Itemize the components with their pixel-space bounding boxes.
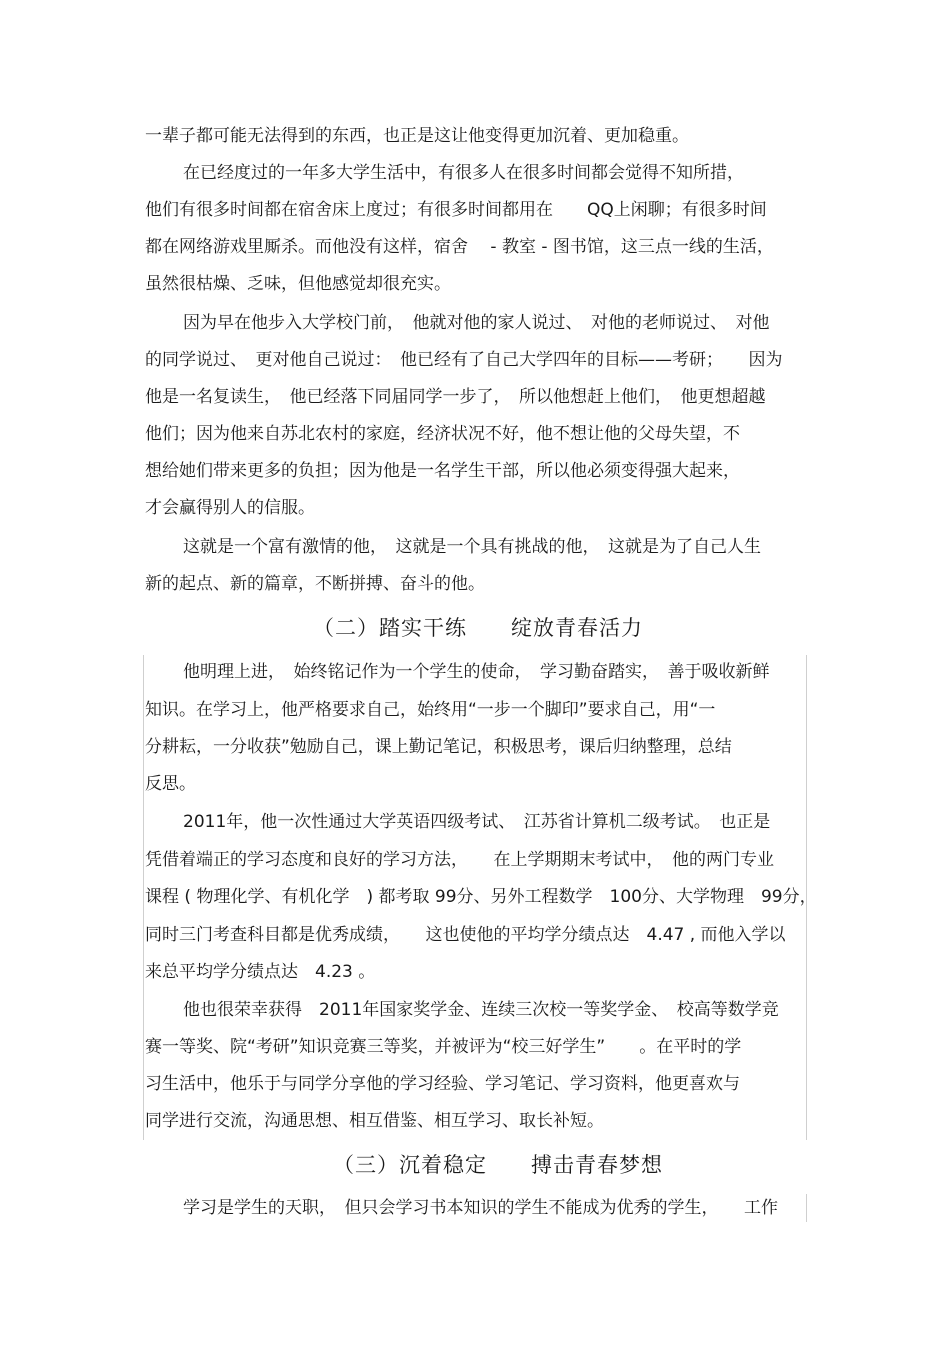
paragraph-line: 才会赢得别人的信服。 [145,498,315,518]
paragraph-line: 的同学说过、 更对他自己说过： 他已经有了自己大学四年的目标——考研； 因为 [145,350,783,370]
paragraph-line: 因为早在他步入大学校门前， 他就对他的家人说过、 对他的老师说过、 对他 [183,313,770,333]
paragraph-line: 新的起点、新的篇章，不断拼搏、奋斗的他。 [145,574,485,594]
paragraph-line: 赛一等奖、院“考研”知识竞赛三等奖，并被评为“校三好学生” 。在平时的学 [145,1037,742,1057]
paragraph-line: 同学进行交流，沟通思想、相互借鉴、相互学习、取长补短。 [145,1111,604,1131]
paragraph-line: 学习是学生的天职， 但只会学习书本知识的学生不能成为优秀的学生， 工作 [183,1198,778,1218]
right-rule [806,1194,807,1222]
paragraph-line: 知识。在学习上，他严格要求自己，始终用“一步一个脚印”要求自己，用“一 [145,700,716,720]
paragraph-line: 反思。 [145,774,196,794]
paragraph-line: 一辈子都可能无法得到的东西，也正是这让他变得更加沉着、更加稳重。 [145,126,689,146]
paragraph-line: 凭借着端正的学习态度和良好的学习方法， 在上学期期末考试中， 他的两门专业 [145,850,774,870]
paragraph-line: 习生活中，他乐于与同学分享他的学习经验、学习笔记、学习资料，他更喜欢与 [145,1074,740,1094]
paragraph-line: 他们；因为他来自苏北农村的家庭，经济状况不好，他不想让他的父母失望，不 [145,424,740,444]
paragraph-line: 想给她们带来更多的负担；因为他是一名学生干部，所以他必须变得强大起来， [145,461,740,481]
paragraph-line: 2011年，他一次性通过大学英语四级考试、 江苏省计算机二级考试。 也正是 [183,812,771,832]
paragraph-line: 分耕耘，一分收获”勉励自己，课上勤记笔记，积极思考，课后归纳整理，总结 [145,737,732,757]
paragraph-line: 虽然很枯燥、乏味，但他感觉却很充实。 [145,274,451,294]
paragraph-line: 他们有很多时间都在宿舍床上度过；有很多时间都用在 QQ上闲聊；有很多时间 [145,200,767,220]
left-rule [143,655,144,1140]
section-heading: （二）踏实干练 绽放青春活力 [313,616,643,640]
paragraph-line: 都在网络游戏里厮杀。而他没有这样，宿舍 - 教室 - 图书馆，这三点一线的生活， [145,237,774,257]
paragraph-line: 这就是一个富有激情的他， 这就是一个具有挑战的他， 这就是为了自己人生 [183,537,761,557]
paragraph-line: 他明理上进， 始终铭记作为一个学生的使命， 学习勤奋踏实， 善于吸收新鲜 [183,662,770,682]
paragraph-line: 课程 ( 物理化学、有机化学 ) 都考取 99分、另外工程数学 100分、大学物理 99分， [145,887,817,907]
paragraph-line: 同时三门考查科目都是优秀成绩， 这也使他的平均学分绩点达 4.47 , 而他入学以 [145,925,786,945]
section-heading: （三）沉着稳定 搏击青春梦想 [333,1153,663,1177]
paragraph-line: 来总平均学分绩点达 4.23 。 [145,962,376,982]
paragraph-line: 在已经度过的一年多大学生活中，有很多人在很多时间都会觉得不知所措， [183,163,744,183]
paragraph-line: 他是一名复读生， 他已经落下同届同学一步了， 所以他想赶上他们， 他更想超越 [145,387,766,407]
paragraph-line: 他也很荣幸获得 2011年国家奖学金、连续三次校一等奖学金、 校高等数学竞 [183,1000,779,1020]
